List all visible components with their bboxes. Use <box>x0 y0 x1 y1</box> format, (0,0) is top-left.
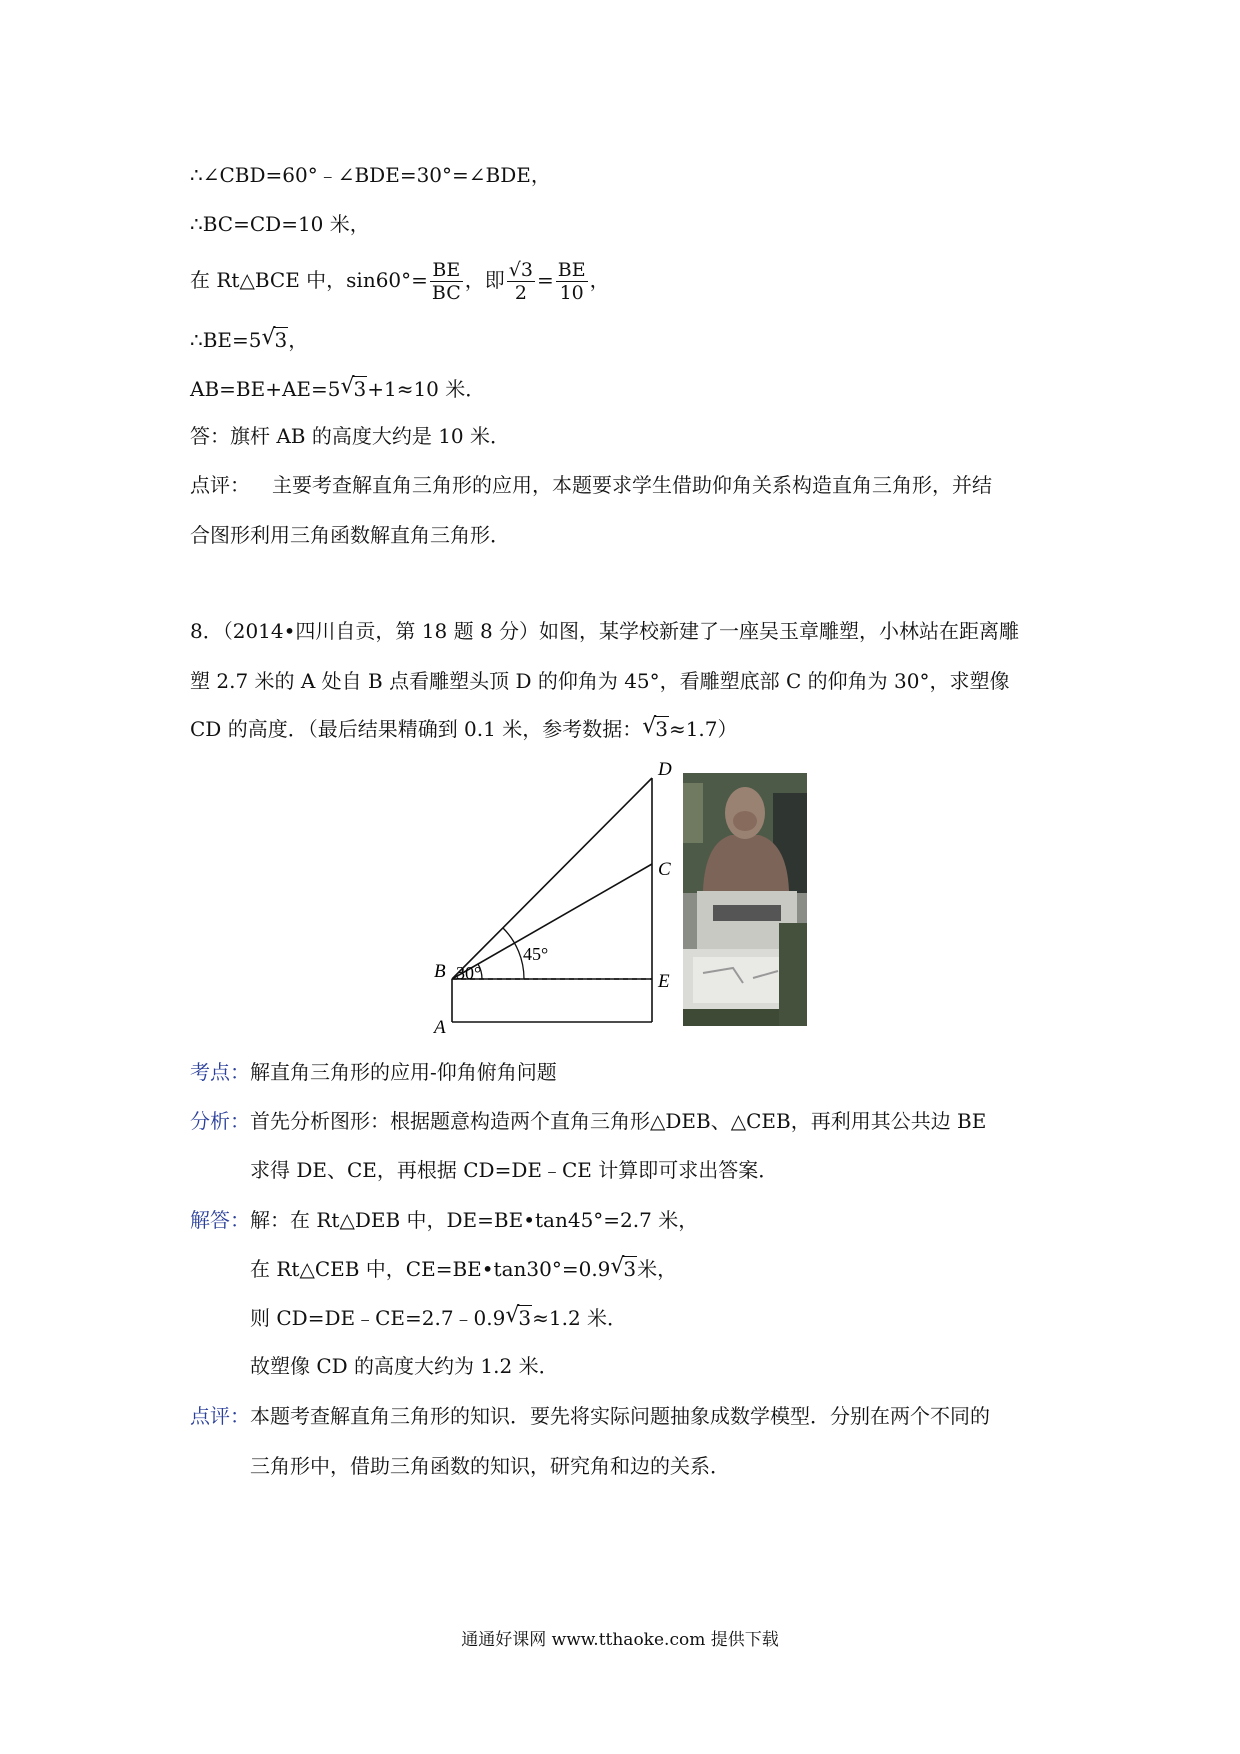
question-line-3 <box>190 715 738 743</box>
text: ∴BE=5 <box>190 328 262 352</box>
fenxi-line-2: 求得 DE、CE，再根据 CD=DE﹣CE 计算即可求出答案． <box>250 1158 779 1182</box>
text: 则 CD=DE﹣CE=2.7﹣0.9 <box>250 1306 506 1330</box>
radicand: 3 <box>353 377 367 401</box>
sightline-bd <box>452 778 652 979</box>
text: CD 的高度．（最后结果精确到 0.1 米，参考数据： <box>190 717 643 741</box>
text: 米， <box>637 1257 678 1281</box>
label-e: E <box>658 971 670 992</box>
sqrt <box>340 375 367 403</box>
geometry-figure <box>420 757 680 1037</box>
jieda-line-1 <box>190 1206 698 1234</box>
fraction-be-10 <box>556 259 588 304</box>
equals-sign: = <box>536 268 554 292</box>
jieda-line-2 <box>250 1255 677 1283</box>
radicand: 3 <box>518 1306 532 1330</box>
label-b: B <box>434 961 446 982</box>
text: +1≈10 米． <box>367 377 486 401</box>
fenxi-label: 分析： <box>190 1109 250 1133</box>
solution-line-4 <box>190 326 308 354</box>
solution-line-1: ∴∠CBD=60°﹣∠BDE=30°=∠BDE， <box>190 163 551 187</box>
jieda-line-3 <box>250 1304 627 1332</box>
frac-num: √3 <box>508 259 533 281</box>
solution-line-5 <box>190 375 485 403</box>
label-d: D <box>658 759 672 780</box>
text: ， <box>288 328 309 352</box>
frac-den: 2 <box>514 282 527 304</box>
solution-answer: 答：旗杆 AB 的高度大约是 10 米． <box>190 424 511 448</box>
jieda-label: 解答： <box>190 1208 250 1232</box>
solution-line-3-text: ，即 <box>464 268 505 292</box>
label-c: C <box>658 859 671 880</box>
kaodian-label: 考点： <box>190 1060 250 1084</box>
question-line-2: 塑 2.7 米的 A 处自 B 点看雕塑头顶 D 的仰角为 45°，看雕塑底部 C 的仰角为 30°，求塑像 <box>190 669 1010 693</box>
radicand: 3 <box>655 717 668 741</box>
statue-photo <box>683 773 807 1026</box>
dianping-line-2: 三角形中，借助三角函数的知识，研究角和边的关系． <box>250 1454 730 1478</box>
sqrt <box>610 1255 637 1283</box>
sqrt <box>505 1304 532 1332</box>
solution-line-3-text: 在 Rt△BCE 中，sin60°= <box>190 268 428 292</box>
kaodian-text: 解直角三角形的应用-仰角俯角问题 <box>250 1060 557 1084</box>
jieda-text: 解：在 Rt△DEB 中，DE=BE•tan45°=2.7 米， <box>250 1208 699 1232</box>
fraction-be-bc <box>430 259 463 304</box>
dianping-line-1 <box>190 1402 990 1430</box>
frac-num: BE <box>430 259 463 282</box>
label-angle-45: 45° <box>523 944 549 964</box>
text: 在 Rt△CEB 中，CE=BE•tan30°=0.9 <box>250 1257 611 1281</box>
text: AB=BE+AE=5 <box>190 377 341 401</box>
comment-line-1 <box>190 471 992 499</box>
dianping-text: 本题考查解直角三角形的知识．要先将实际问题抽象成数学模型．分别在两个不同的 <box>250 1404 990 1428</box>
text: ≈1.7） <box>668 717 738 741</box>
solution-line-3-text: ， <box>589 268 610 292</box>
angle-arc-45 <box>503 928 524 979</box>
sqrt <box>642 715 669 743</box>
text: ≈1.2 米． <box>532 1306 628 1330</box>
solution-line-2: ∴BC=CD=10 米， <box>190 212 370 236</box>
kaodian-line <box>190 1058 557 1086</box>
frac-num: BE <box>557 259 586 281</box>
frac-den: 10 <box>559 282 584 304</box>
label-angle-30: 30° <box>456 963 482 983</box>
radicand: 3 <box>274 328 288 352</box>
radicand: 3 <box>623 1257 637 1281</box>
comment-text: 主要考查解直角三角形的应用，本题要求学生借助仰角关系构造直角三角形，并结 <box>272 473 992 497</box>
question-line-1: 8．（2014•四川自贡，第 18 题 8 分）如图，某学校新建了一座吴玉章雕塑，小林站在距离雕 <box>190 619 1020 643</box>
frac-den: BC <box>431 282 461 304</box>
fenxi-text: 首先分析图形：根据题意构造两个直角三角形△DEB、△CEB，再利用其公共边 BE <box>250 1109 987 1133</box>
page-footer: 通通好课网 www.tthaoke.com 提供下载 <box>461 1630 779 1650</box>
sqrt <box>262 326 289 354</box>
label-a: A <box>434 1017 446 1037</box>
fenxi-line-1 <box>190 1107 986 1135</box>
dianping-label: 点评： <box>190 1404 250 1428</box>
solution-line-3 <box>190 255 610 305</box>
sightline-bc <box>452 864 652 979</box>
comment-label: 点评： <box>190 473 250 497</box>
comment-line-2: 合图形利用三角函数解直角三角形． <box>190 523 510 547</box>
fraction-sqrt3-2 <box>507 259 535 304</box>
jieda-line-4: 故塑像 CD 的高度大约为 1.2 米． <box>250 1354 559 1378</box>
